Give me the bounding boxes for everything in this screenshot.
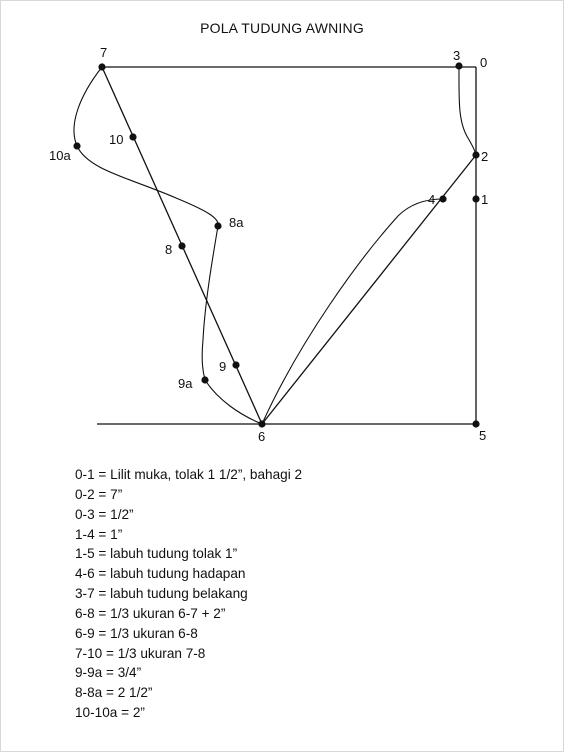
point-6-label: 6: [258, 429, 266, 444]
point-1-label: 1: [481, 192, 489, 207]
point-2-label: 2: [481, 149, 489, 164]
point-10a-dot: [73, 142, 80, 149]
point-10-label: 10: [109, 132, 124, 147]
note-line: 0-3 = 1/2”: [75, 506, 134, 522]
point-9-label: 9: [219, 359, 227, 374]
note-line: 1-4 = 1”: [75, 526, 123, 542]
note-line: 7-10 = 1/3 ukuran 7-8: [75, 645, 206, 661]
note-line: 0-2 = 7”: [75, 486, 123, 502]
point-2-dot: [472, 151, 479, 158]
point-3-label: 3: [453, 48, 461, 63]
point-8a-label: 8a: [229, 215, 244, 230]
point-10a-label: 10a: [49, 148, 71, 163]
point-9a-label: 9a: [178, 376, 193, 391]
line-2-6: [262, 155, 476, 424]
point-10-dot: [129, 133, 136, 140]
point-1-dot: [472, 195, 479, 202]
note-line: 8-8a = 2 1/2”: [75, 685, 153, 701]
note-line: 4-6 = labuh tudung hadapan: [75, 566, 246, 582]
point-9-dot: [232, 361, 239, 368]
point-5-label: 5: [479, 428, 487, 443]
point-0-label: 0: [480, 55, 488, 70]
point-5-dot: [472, 420, 479, 427]
point-8-dot: [178, 242, 185, 249]
note-line: 9-9a = 3/4”: [75, 665, 142, 681]
note-line: 6-8 = 1/3 ukuran 6-7 + 2”: [75, 605, 226, 621]
note-line: 3-7 = labuh tudung belakang: [75, 586, 248, 602]
point-8-label: 8: [165, 242, 173, 257]
point-3-dot: [455, 62, 462, 69]
point-6-dot: [258, 420, 265, 427]
point-8a-dot: [214, 222, 221, 229]
point-4-label: 4: [428, 192, 436, 207]
note-line: 10-10a = 2”: [75, 705, 145, 721]
point-7-dot: [98, 63, 105, 70]
note-line: 0-1 = Lilit muka, tolak 1 1/2”, bahagi 2: [75, 467, 303, 482]
point-9a-dot: [201, 376, 208, 383]
curve-3-2: [459, 66, 476, 155]
point-4-dot: [439, 195, 446, 202]
note-line: 6-9 = 1/3 ukuran 6-8: [75, 625, 198, 641]
point-7-label: 7: [100, 45, 108, 60]
diagram-title: POLA TUDUNG AWNING: [200, 20, 364, 36]
note-line: 1-5 = labuh tudung tolak 1”: [75, 546, 238, 562]
measurement-notes: [75, 465, 535, 723]
